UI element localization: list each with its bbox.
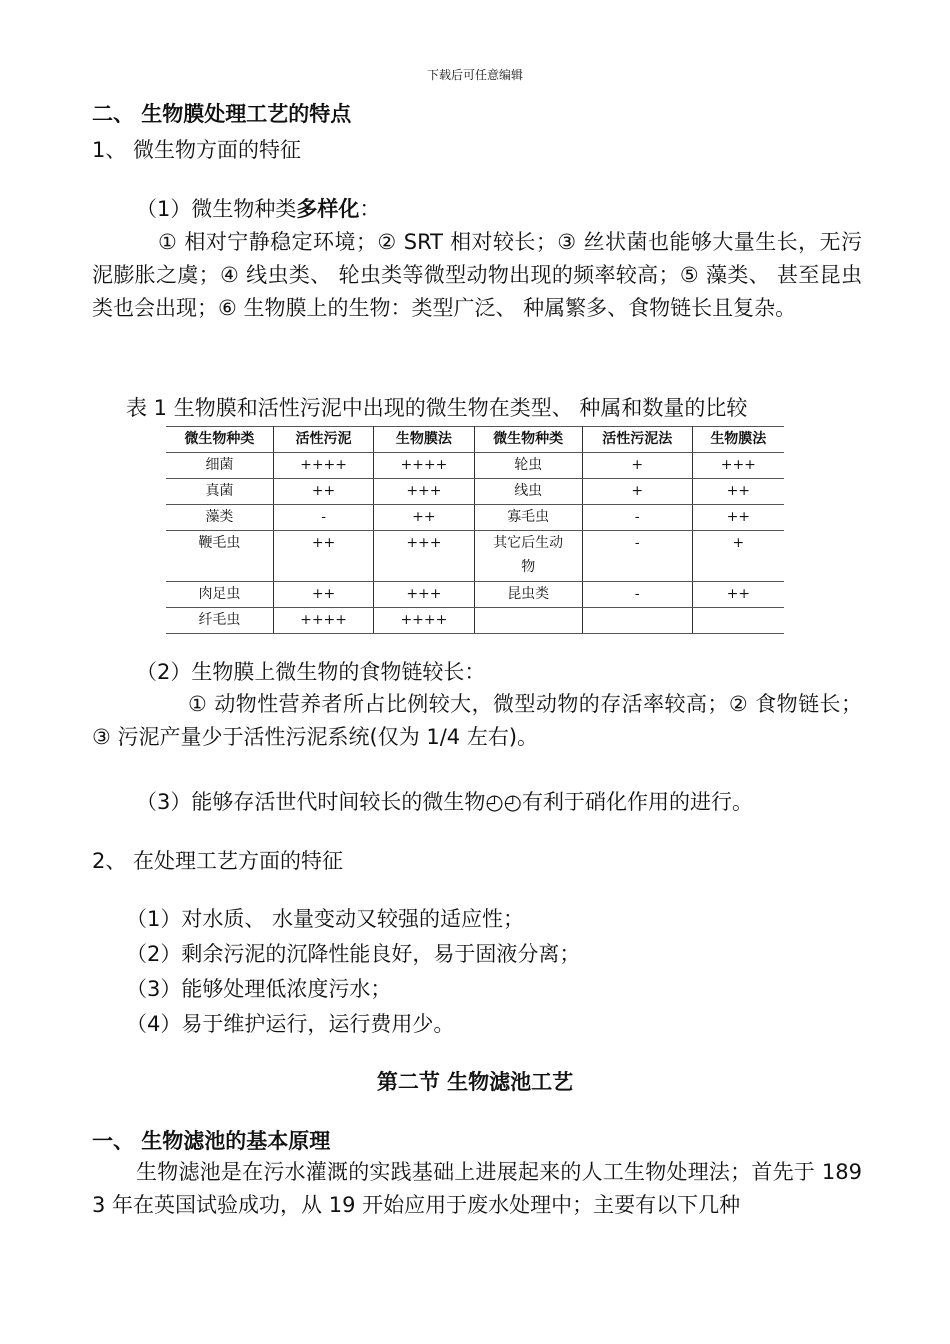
table-cell: ++++ — [273, 453, 373, 479]
table-header-cell: 生物膜法 — [374, 427, 474, 453]
table-cell — [692, 608, 784, 634]
table-header-row — [166, 427, 784, 453]
table-header-cell: 微生物种类 — [166, 427, 273, 453]
item-diversity-prefix: （1）微生物种类 — [136, 197, 297, 221]
list-item: （1）对水质、 水量变动又较强的适应性； — [126, 907, 525, 931]
table-row — [166, 531, 784, 582]
table-cell: 寡毛虫 — [474, 505, 582, 531]
table-cell: ++ — [273, 479, 373, 505]
table-cell — [582, 608, 692, 634]
header-note: 下载后可任意编辑 — [426, 68, 523, 82]
table-cell: 轮虫 — [474, 453, 582, 479]
table-cell: ++++ — [374, 453, 474, 479]
item-food-chain: （2）生物膜上微生物的食物链较长： — [136, 660, 486, 684]
item-diversity-suffix: ： — [359, 197, 381, 221]
paragraph-filter-intro: 生物滤池是在污水灌溉的实践基础上进展起来的人工生物处理法；首先于 1893 年在英国试验成功，从 19 开始应用于废水处理中；主要有以下几种 — [92, 1160, 862, 1217]
paragraph-food-chain-details: ① 动物性营养者所占比例较大，微型动物的存活率较高；② 食物链长；③ 污泥产量少于活性污泥系统(仅为 1/4 左右)。 — [92, 692, 862, 749]
table-cell: ++++ — [273, 608, 373, 634]
table-row — [166, 582, 784, 608]
list-item: （3）能够处理低浓度污水； — [126, 977, 392, 1001]
table-cell: ++ — [273, 531, 373, 582]
table-header-cell: 微生物种类 — [474, 427, 582, 453]
table-cell: - — [273, 505, 373, 531]
table-cell: 纤毛虫 — [166, 608, 273, 634]
table-cell: - — [582, 531, 692, 582]
paragraph-diversity-details: ① 相对宁静稳定环境；② SRT 相对较长；③ 丝状菌也能够大量生长，无污泥膨胀之虞；④ 线虫类、 轮虫类等微型动物出现的频率较高；⑤ 藻类、 甚至昆虫类也会出现；⑥ 生物膜上的生物：类型广泛、 种属繁多、食物链长且复杂。 — [92, 230, 862, 320]
table-cell: 其它后生动物 — [474, 531, 582, 582]
table-header-cell: 活性污泥法 — [582, 427, 692, 453]
table-cell: 藻类 — [166, 505, 273, 531]
table-cell: 昆虫类 — [474, 582, 582, 608]
item-diversity — [136, 193, 380, 223]
table-cell: + — [582, 479, 692, 505]
table-cell: ++ — [692, 505, 784, 531]
table-cell: - — [582, 582, 692, 608]
heading-biofilm-features: 二、 生物膜处理工艺的特点 — [92, 102, 352, 126]
table-cell: +++ — [374, 531, 474, 582]
table-row — [166, 453, 784, 479]
table-cell: 真菌 — [166, 479, 273, 505]
item-diversity-bold: 多样化 — [296, 197, 360, 221]
comparison-table — [166, 426, 784, 634]
section-title: 第二节 生物滤池工艺 — [376, 1070, 574, 1094]
heading-filter-principle: 一、 生物滤池的基本原理 — [92, 1129, 331, 1153]
item-long-generation: （3）能够存活世代时间较长的微生物◴◴有利于硝化作用的进行。 — [136, 790, 754, 814]
table-cell: ++ — [692, 479, 784, 505]
table-cell: ++ — [374, 505, 474, 531]
table-caption: 表 1 生物膜和活性污泥中出现的微生物在类型、 种属和数量的比较 — [126, 396, 748, 420]
table-cell: ++++ — [374, 608, 474, 634]
table-cell: 肉足虫 — [166, 582, 273, 608]
heading-microbe-features: 1、 微生物方面的特征 — [92, 138, 302, 162]
table-cell: - — [582, 505, 692, 531]
table-header-cell: 活性污泥 — [273, 427, 373, 453]
table-cell: 线虫 — [474, 479, 582, 505]
table-cell: +++ — [692, 453, 784, 479]
list-item: （4）易于维护运行，运行费用少。 — [126, 1012, 455, 1036]
table-row — [166, 505, 784, 531]
table-cell: 鞭毛虫 — [166, 531, 273, 582]
table-cell: ++ — [692, 582, 784, 608]
table-cell: ++ — [273, 582, 373, 608]
list-item: （2）剩余污泥的沉降性能良好，易于固液分离； — [126, 942, 581, 966]
table-cell: 细菌 — [166, 453, 273, 479]
table-cell: +++ — [374, 582, 474, 608]
table-row — [166, 479, 784, 505]
table-cell: +++ — [374, 479, 474, 505]
table-cell: + — [582, 453, 692, 479]
table-cell: + — [692, 531, 784, 582]
table-cell — [474, 608, 582, 634]
heading-process-features: 2、 在处理工艺方面的特征 — [92, 849, 344, 873]
table-row — [166, 608, 784, 634]
table-header-cell: 生物膜法 — [692, 427, 784, 453]
